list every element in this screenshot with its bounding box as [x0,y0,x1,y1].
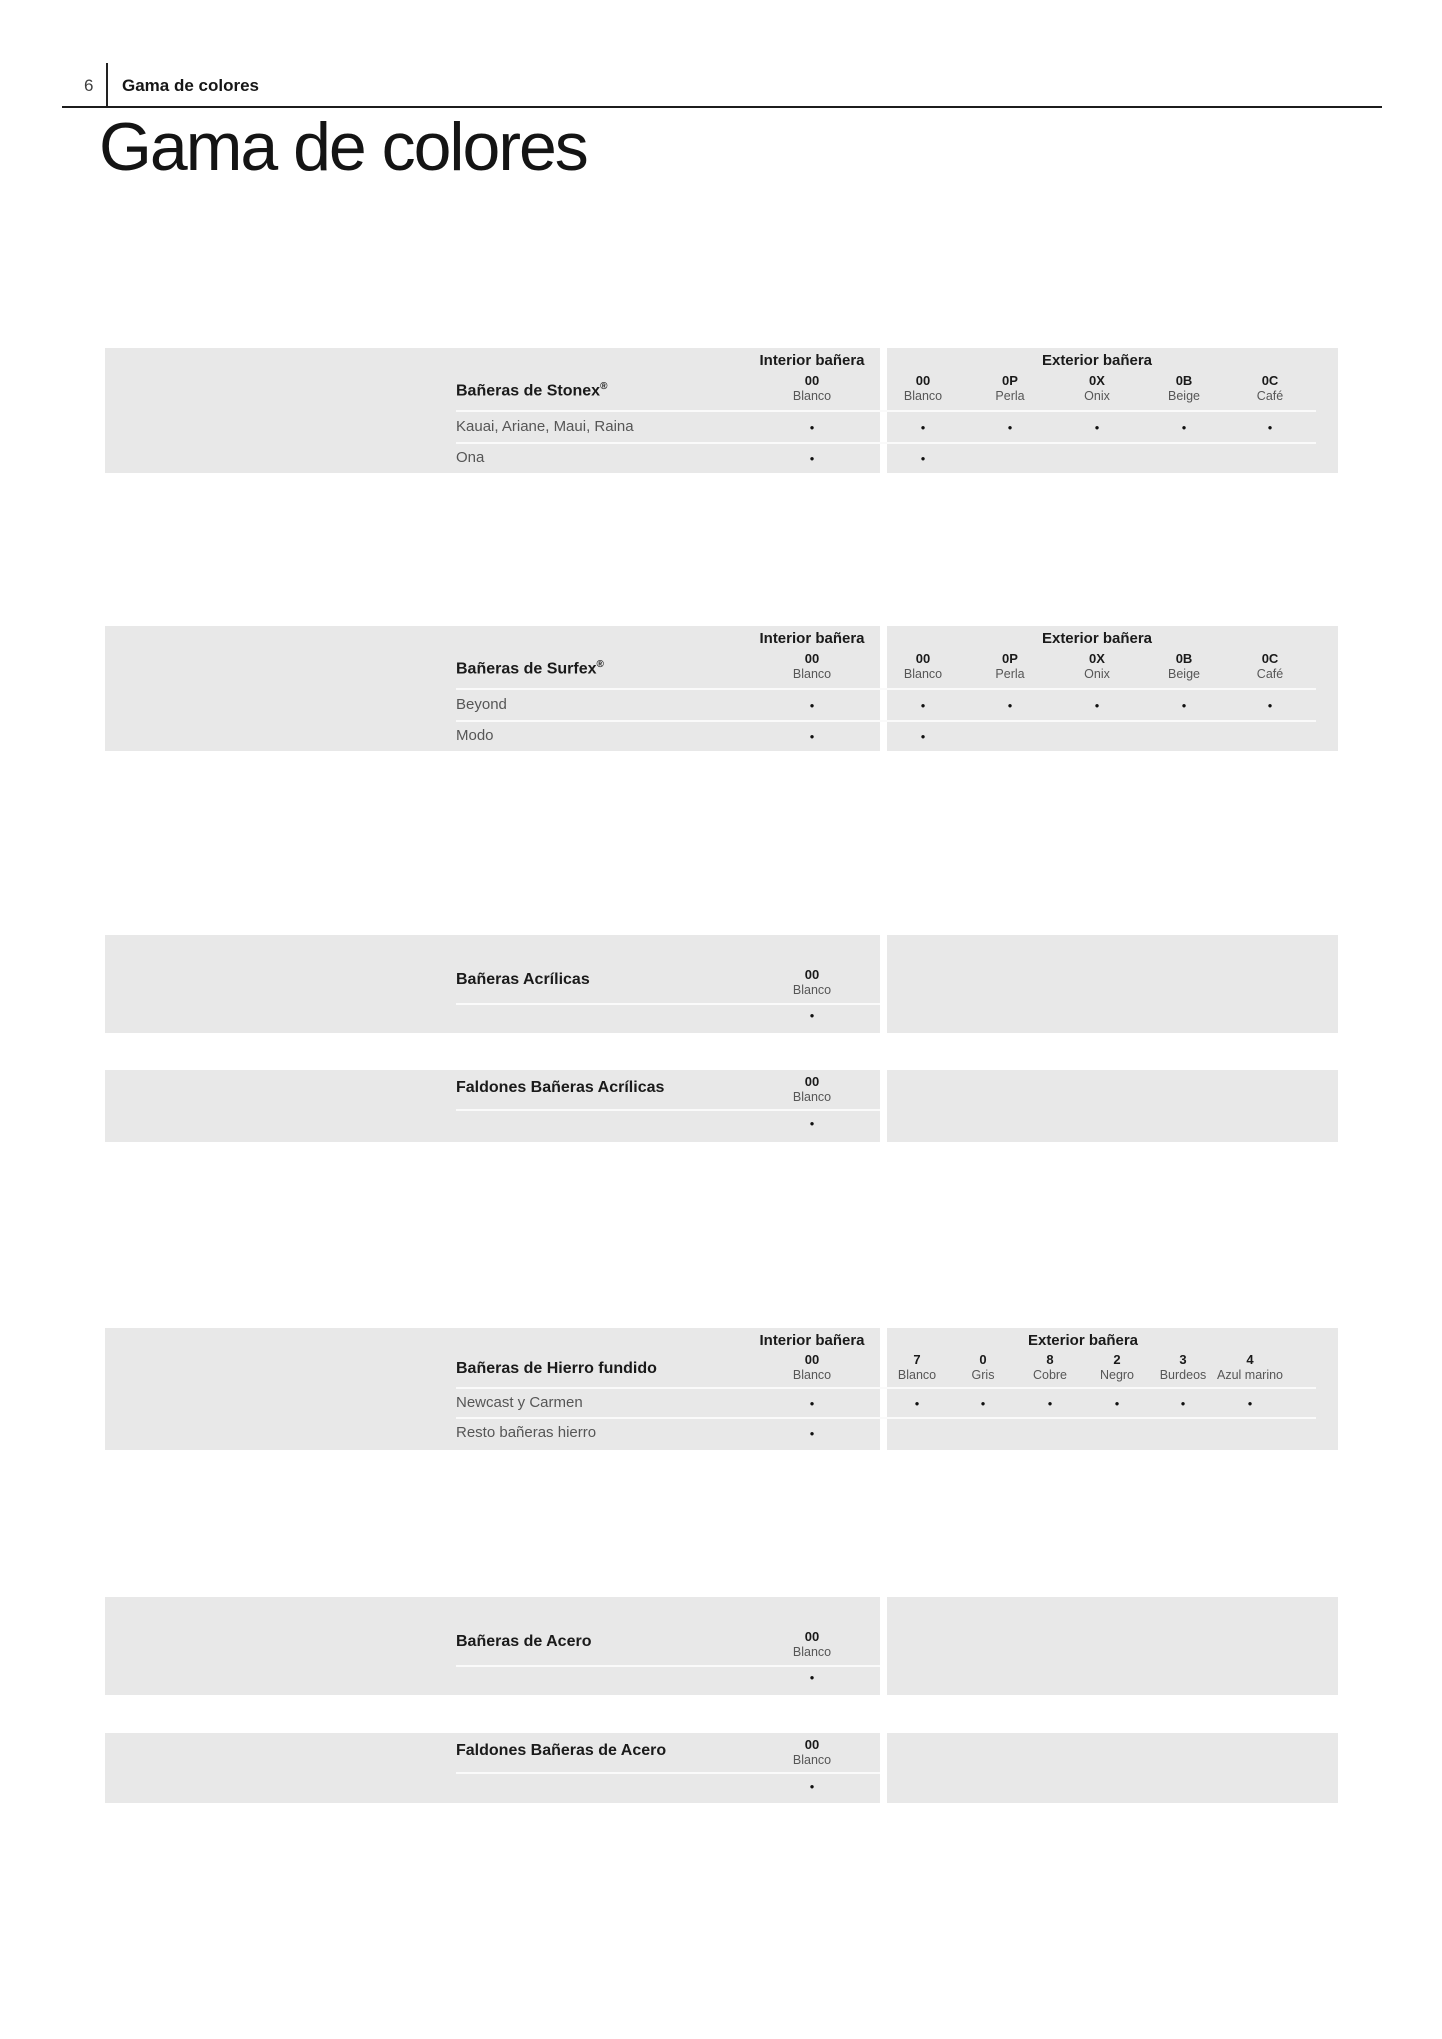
color-code: 00 [804,967,820,982]
dot-cell: ● [809,423,815,432]
table-title: Bañeras de Acero [456,1633,592,1650]
color-name: Azul marino [1217,1368,1283,1382]
column-gap [880,1597,887,1695]
dot-cell: ● [1181,423,1187,432]
exterior-banera-header: Exterior bañera [1041,352,1153,369]
column-header [767,1629,857,1660]
dot-cell: ● [1114,1399,1120,1408]
table-title: Faldones Bañeras Acrílicas [456,1079,665,1096]
column-header [767,373,857,404]
dot-cell: ● [920,423,926,432]
exterior-banera-header: Exterior bañera [1041,630,1153,647]
dot-cell: ● [809,454,815,463]
table-faldones-acrilicas [105,1070,1338,1142]
color-code: 0P [1002,651,1018,666]
interior-banera-header: Interior bañera [759,630,865,647]
separator-line [456,1387,1316,1389]
column-header [1225,651,1315,682]
section-title: Gama de colores [122,76,260,95]
color-name: Negro [1099,1368,1135,1382]
color-name: Perla [995,667,1025,681]
registered-mark: ® [600,381,608,392]
color-code: 00 [915,651,931,666]
column-header [1139,373,1229,404]
table-title [456,659,604,678]
dot-cell: ● [1094,423,1100,432]
column-header [1225,373,1315,404]
exterior-banera-header: Exterior bañera [1027,1332,1139,1349]
color-code: 3 [1179,1352,1187,1367]
color-name: Perla [995,389,1025,403]
column-header [965,651,1055,682]
dot-cell: ● [809,1011,815,1020]
color-code: 00 [804,651,820,666]
separator-line [456,410,1316,412]
column-header [767,651,857,682]
color-name: Blanco [792,1368,832,1382]
page-number: 6 [84,76,94,95]
column-header [878,373,968,404]
table-title: Faldones Bañeras de Acero [456,1742,667,1759]
column-header [1052,651,1142,682]
dot-cell: ● [914,1399,920,1408]
color-name: Beige [1168,389,1200,403]
dot-cell: ● [920,454,926,463]
color-name: Blanco [792,1090,832,1104]
color-name: Burdeos [1159,1368,1207,1382]
color-code: 0P [1002,373,1018,388]
column-header [767,1074,857,1105]
color-code: 00 [915,373,931,388]
color-code: 7 [913,1352,921,1367]
dot-cell: ● [809,732,815,741]
separator-line [456,1665,880,1667]
page-title: Gama de colores [99,109,587,185]
color-name: Blanco [903,389,943,403]
table-title: Bañeras Acrílicas [456,971,590,988]
registered-mark: ® [596,659,604,670]
color-code: 8 [1046,1352,1054,1367]
table-title [456,381,607,400]
color-code: 0B [1175,651,1193,666]
table-acero [105,1597,1338,1695]
color-name: Beige [1168,667,1200,681]
row-label: Newcast y Carmen [456,1394,583,1411]
color-code: 0C [1261,373,1279,388]
color-name: Onix [1084,389,1110,403]
table-title: Bañeras de Hierro fundido [456,1360,657,1377]
column-header [767,967,857,998]
dot-cell: ● [980,1399,986,1408]
column-header [1139,651,1229,682]
table-acrilicas [105,935,1338,1033]
color-name: Cobre [1032,1368,1068,1382]
color-name: Blanco [792,667,832,681]
dot-cell: ● [1047,1399,1053,1408]
separator-line [456,1003,880,1005]
column-header [965,373,1055,404]
color-name: Blanco [903,667,943,681]
separator-line [456,442,1316,444]
dot-cell: ● [1181,701,1187,710]
table-title-text: Bañeras de Surfex [456,660,597,678]
color-code: 0 [979,1352,987,1367]
table-faldones-acero [105,1733,1338,1803]
color-name: Café [1256,389,1284,403]
interior-banera-header: Interior bañera [759,1332,865,1349]
separator-line [456,1417,1316,1419]
dot-cell: ● [920,732,926,741]
color-code: 0B [1175,373,1193,388]
color-code: 0X [1089,373,1105,388]
color-code: 00 [804,1629,820,1644]
table-hierro [105,1328,1338,1450]
separator-line [456,1109,880,1111]
row-label: Resto bañeras hierro [456,1424,597,1441]
interior-banera-header: Interior bañera [759,352,865,369]
dot-cell: ● [809,1119,815,1128]
color-code: 2 [1113,1352,1121,1367]
dot-cell: ● [809,1399,815,1408]
table-surfex [105,626,1338,751]
color-name: Blanco [792,1753,832,1767]
column-header [767,1352,857,1383]
table-title-text: Bañeras de Stonex [456,382,601,400]
column-gap [880,1070,887,1142]
row-label: Modo [456,727,494,744]
dot-cell: ● [809,1782,815,1791]
color-name: Blanco [792,389,832,403]
dot-cell: ● [1180,1399,1186,1408]
column-header [1205,1352,1295,1383]
column-gap [880,1733,887,1803]
dot-cell: ● [1007,701,1013,710]
color-code: 0C [1261,651,1279,666]
table-stonex [105,348,1338,473]
row-label: Kauai, Ariane, Maui, Raina [456,418,634,435]
column-gap [880,935,887,1033]
color-code: 00 [804,1352,820,1367]
column-header [878,651,968,682]
color-name: Blanco [897,1368,937,1382]
dot-cell: ● [1267,423,1273,432]
dot-cell: ● [809,1429,815,1438]
color-code: 00 [804,373,820,388]
dot-cell: ● [1094,701,1100,710]
color-name: Blanco [792,983,832,997]
separator-line [456,688,1316,690]
dot-cell: ● [1267,701,1273,710]
dot-cell: ● [1007,423,1013,432]
color-name: Gris [971,1368,995,1382]
dot-cell: ● [809,1673,815,1682]
dot-cell: ● [1247,1399,1253,1408]
row-label: Beyond [456,696,507,713]
color-code: 00 [804,1737,820,1752]
separator-line [456,1772,880,1774]
column-header [1052,373,1142,404]
dot-cell: ● [920,701,926,710]
separator-line [456,720,1316,722]
color-name: Blanco [792,1645,832,1659]
column-header [767,1737,857,1768]
color-name: Onix [1084,667,1110,681]
color-code: 4 [1246,1352,1254,1367]
color-code: 0X [1089,651,1105,666]
dot-cell: ● [809,701,815,710]
header-divider [106,63,108,108]
color-name: Café [1256,667,1284,681]
color-code: 00 [804,1074,820,1089]
row-label: Ona [456,449,485,466]
